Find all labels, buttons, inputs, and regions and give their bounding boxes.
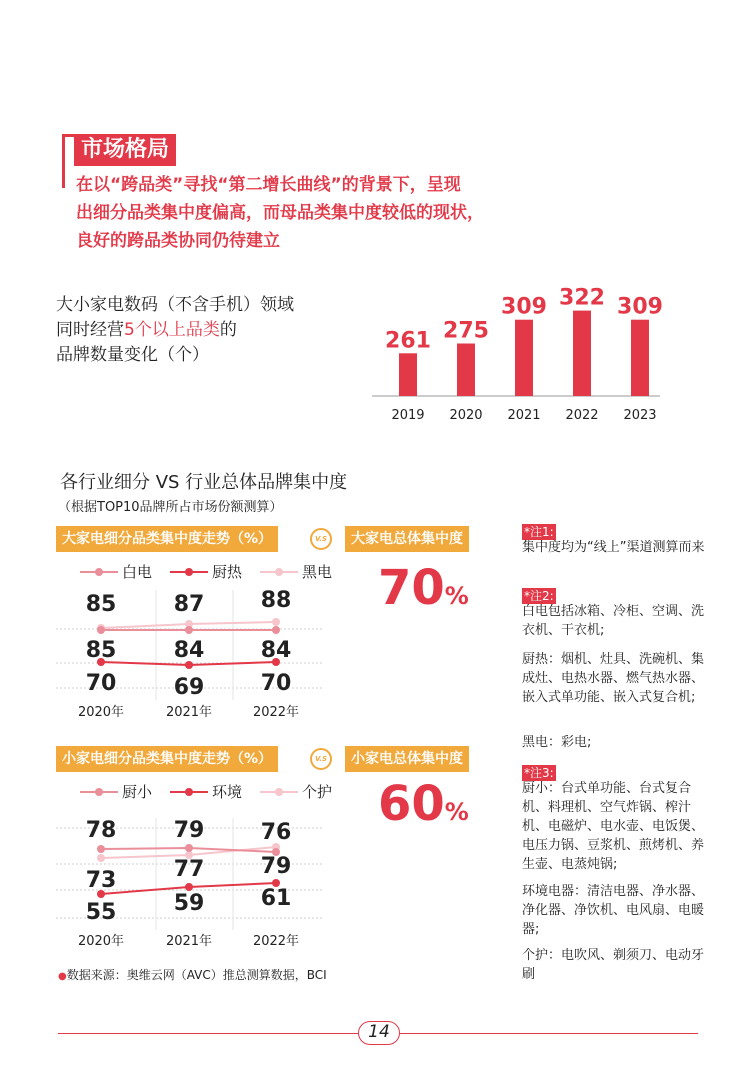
- section2-title: 各行业细分 VS 行业总体品牌集中度: [60, 472, 348, 493]
- small-total-number: 60: [378, 776, 445, 832]
- big-total-value: [378, 560, 469, 616]
- x-tick-label: 2019: [391, 408, 425, 423]
- year-label: 2022年: [252, 934, 300, 949]
- intro-line-3: 品牌数量变化（个）: [56, 345, 209, 365]
- data-label: 84: [260, 638, 292, 663]
- bar-value-label: 322: [559, 285, 605, 311]
- data-label: 87: [173, 592, 205, 617]
- note-2-text-c: 黑电：彩电;: [522, 735, 592, 750]
- small-legend: [80, 781, 350, 802]
- legend-item-heidian: [260, 561, 332, 582]
- legend-label: 黑电: [302, 563, 333, 581]
- page-number: 14: [358, 1021, 400, 1045]
- legend-label: 厨小: [122, 783, 153, 801]
- data-label: 70: [85, 671, 117, 696]
- note-3-text-c: 个护：电吹风、剃须刀、电动牙刷: [522, 948, 705, 982]
- series-point: [272, 618, 280, 626]
- series-point: [185, 844, 193, 852]
- big-total-label: 大家电总体集中度: [345, 526, 469, 552]
- legend-item-huanjing: [170, 781, 242, 802]
- big-legend: [80, 561, 350, 582]
- bar-value-label: 309: [617, 294, 663, 320]
- x-tick-label: 2022: [565, 408, 599, 423]
- intro-line-2: [56, 315, 237, 340]
- data-label: 79: [173, 818, 205, 843]
- note-tag: *注2:: [524, 589, 554, 603]
- legend-swatch: [170, 791, 208, 793]
- big-total-number: 70: [378, 560, 445, 616]
- legend-label: 环境: [212, 783, 243, 801]
- note-tag: *注1:: [524, 525, 554, 539]
- section-title: 市场格局: [74, 134, 176, 166]
- legend-label: 厨热: [212, 563, 243, 581]
- data-label: 73: [85, 868, 117, 893]
- x-tick-label: 2021: [507, 408, 541, 423]
- data-label: 61: [260, 886, 292, 911]
- legend-swatch: [260, 571, 298, 573]
- big-total-unit: %: [444, 582, 469, 610]
- year-label: 2020年: [77, 705, 125, 720]
- note-2-text-b: 厨热：烟机、灶具、洗碗机、集成灶、电热水器、燃气热水器、嵌入式单功能、嵌入式复合机;: [522, 652, 705, 705]
- data-label: 79: [260, 854, 292, 879]
- data-label: 59: [173, 891, 205, 916]
- intro-line-2-suffix: 的: [219, 320, 237, 340]
- note-2-text-a: 白电包括冰箱、冷柜、空调、洗衣机、干衣机;: [522, 604, 705, 638]
- headline-line-2: 出细分品类集中度偏高，而母品类集中度较低的现状，: [76, 203, 484, 223]
- small-total-unit: %: [444, 798, 469, 826]
- series-point: [185, 626, 193, 634]
- data-label: 76: [260, 820, 292, 845]
- big-trend-label: 大家电细分品类集中度走势（%）: [56, 526, 278, 552]
- data-label: 84: [173, 638, 205, 663]
- series-point: [97, 854, 105, 862]
- bar: [457, 344, 475, 397]
- bullet-dot-icon: ●: [58, 971, 67, 982]
- bar-value-label: 275: [443, 318, 489, 344]
- note-3-text-a: 厨小：台式单功能、台式复合机、料理机、空气炸锅、榨汁机、电磁炉、电水壶、电饭煲、电压力锅、豆浆机、煎烤机、养生壶、电蒸炖锅;: [522, 781, 705, 872]
- legend-item-chuxiao: [80, 781, 152, 802]
- bar-value-label: 309: [501, 294, 547, 320]
- series-point: [97, 626, 105, 634]
- legend-swatch: [170, 571, 208, 573]
- data-label: 69: [173, 675, 205, 700]
- year-label: 2021年: [165, 705, 213, 720]
- small-trend-label: 小家电细分品类集中度走势（%）: [56, 746, 278, 772]
- data-label: 85: [85, 592, 117, 617]
- legend-swatch: [260, 791, 298, 793]
- bar: [515, 320, 533, 396]
- x-tick-label: 2023: [623, 408, 657, 423]
- year-label: 2021年: [165, 934, 213, 949]
- headline-line-1: 在以“跨品类”寻找“第二增长曲线”的背景下，呈现: [76, 175, 461, 195]
- data-label: 85: [85, 638, 117, 663]
- brand-count-bar-chart: [360, 282, 670, 430]
- data-label: 78: [85, 818, 117, 843]
- legend-item-chure: [170, 561, 242, 582]
- legend-label: 白电: [122, 563, 153, 581]
- intro-highlight: 5个以上品类: [124, 320, 220, 340]
- data-label: 88: [260, 588, 292, 613]
- data-source-text: 数据来源：奥维云网（AVC）推总测算数据，BCI: [66, 968, 327, 982]
- legend-label: 个护: [302, 783, 333, 801]
- note-1-text: 集中度均为“线上”渠道测算而来: [522, 540, 705, 555]
- bar: [631, 320, 649, 396]
- data-label: 55: [85, 900, 117, 925]
- series-point: [272, 626, 280, 634]
- x-tick-label: 2020: [449, 408, 483, 423]
- headline-line-3: 良好的跨品类协同仍待建立: [76, 231, 280, 251]
- legend-item-baidian: [80, 561, 152, 582]
- vs-icon: V.S: [310, 528, 332, 550]
- section2-subtitle: （根据TOP10品牌所占市场份额测算）: [58, 500, 283, 515]
- vs-icon: V.S: [310, 748, 332, 770]
- series-point: [185, 883, 193, 891]
- small-total-value: [378, 776, 469, 832]
- data-label: 77: [173, 857, 205, 882]
- note-3-text-b: 环境电器：清洁电器、净水器、净化器、净饮机、电风扇、电暖器;: [522, 884, 705, 937]
- bar: [399, 353, 417, 396]
- data-source: [58, 966, 327, 983]
- legend-swatch: [80, 571, 118, 573]
- intro-line-1: 大小家电数码（不含手机）领域: [56, 295, 294, 315]
- note-tag: *注3:: [524, 766, 554, 780]
- year-label: 2020年: [77, 934, 125, 949]
- small-total-label: 小家电总体集中度: [345, 746, 469, 772]
- bar: [573, 311, 591, 396]
- intro-line-2-prefix: 同时经营: [56, 320, 124, 340]
- legend-swatch: [80, 791, 118, 793]
- legend-item-gehu: [260, 781, 332, 802]
- year-label: 2022年: [252, 705, 300, 720]
- bar-value-label: 261: [385, 328, 431, 354]
- series-point: [97, 845, 105, 853]
- data-label: 70: [260, 671, 292, 696]
